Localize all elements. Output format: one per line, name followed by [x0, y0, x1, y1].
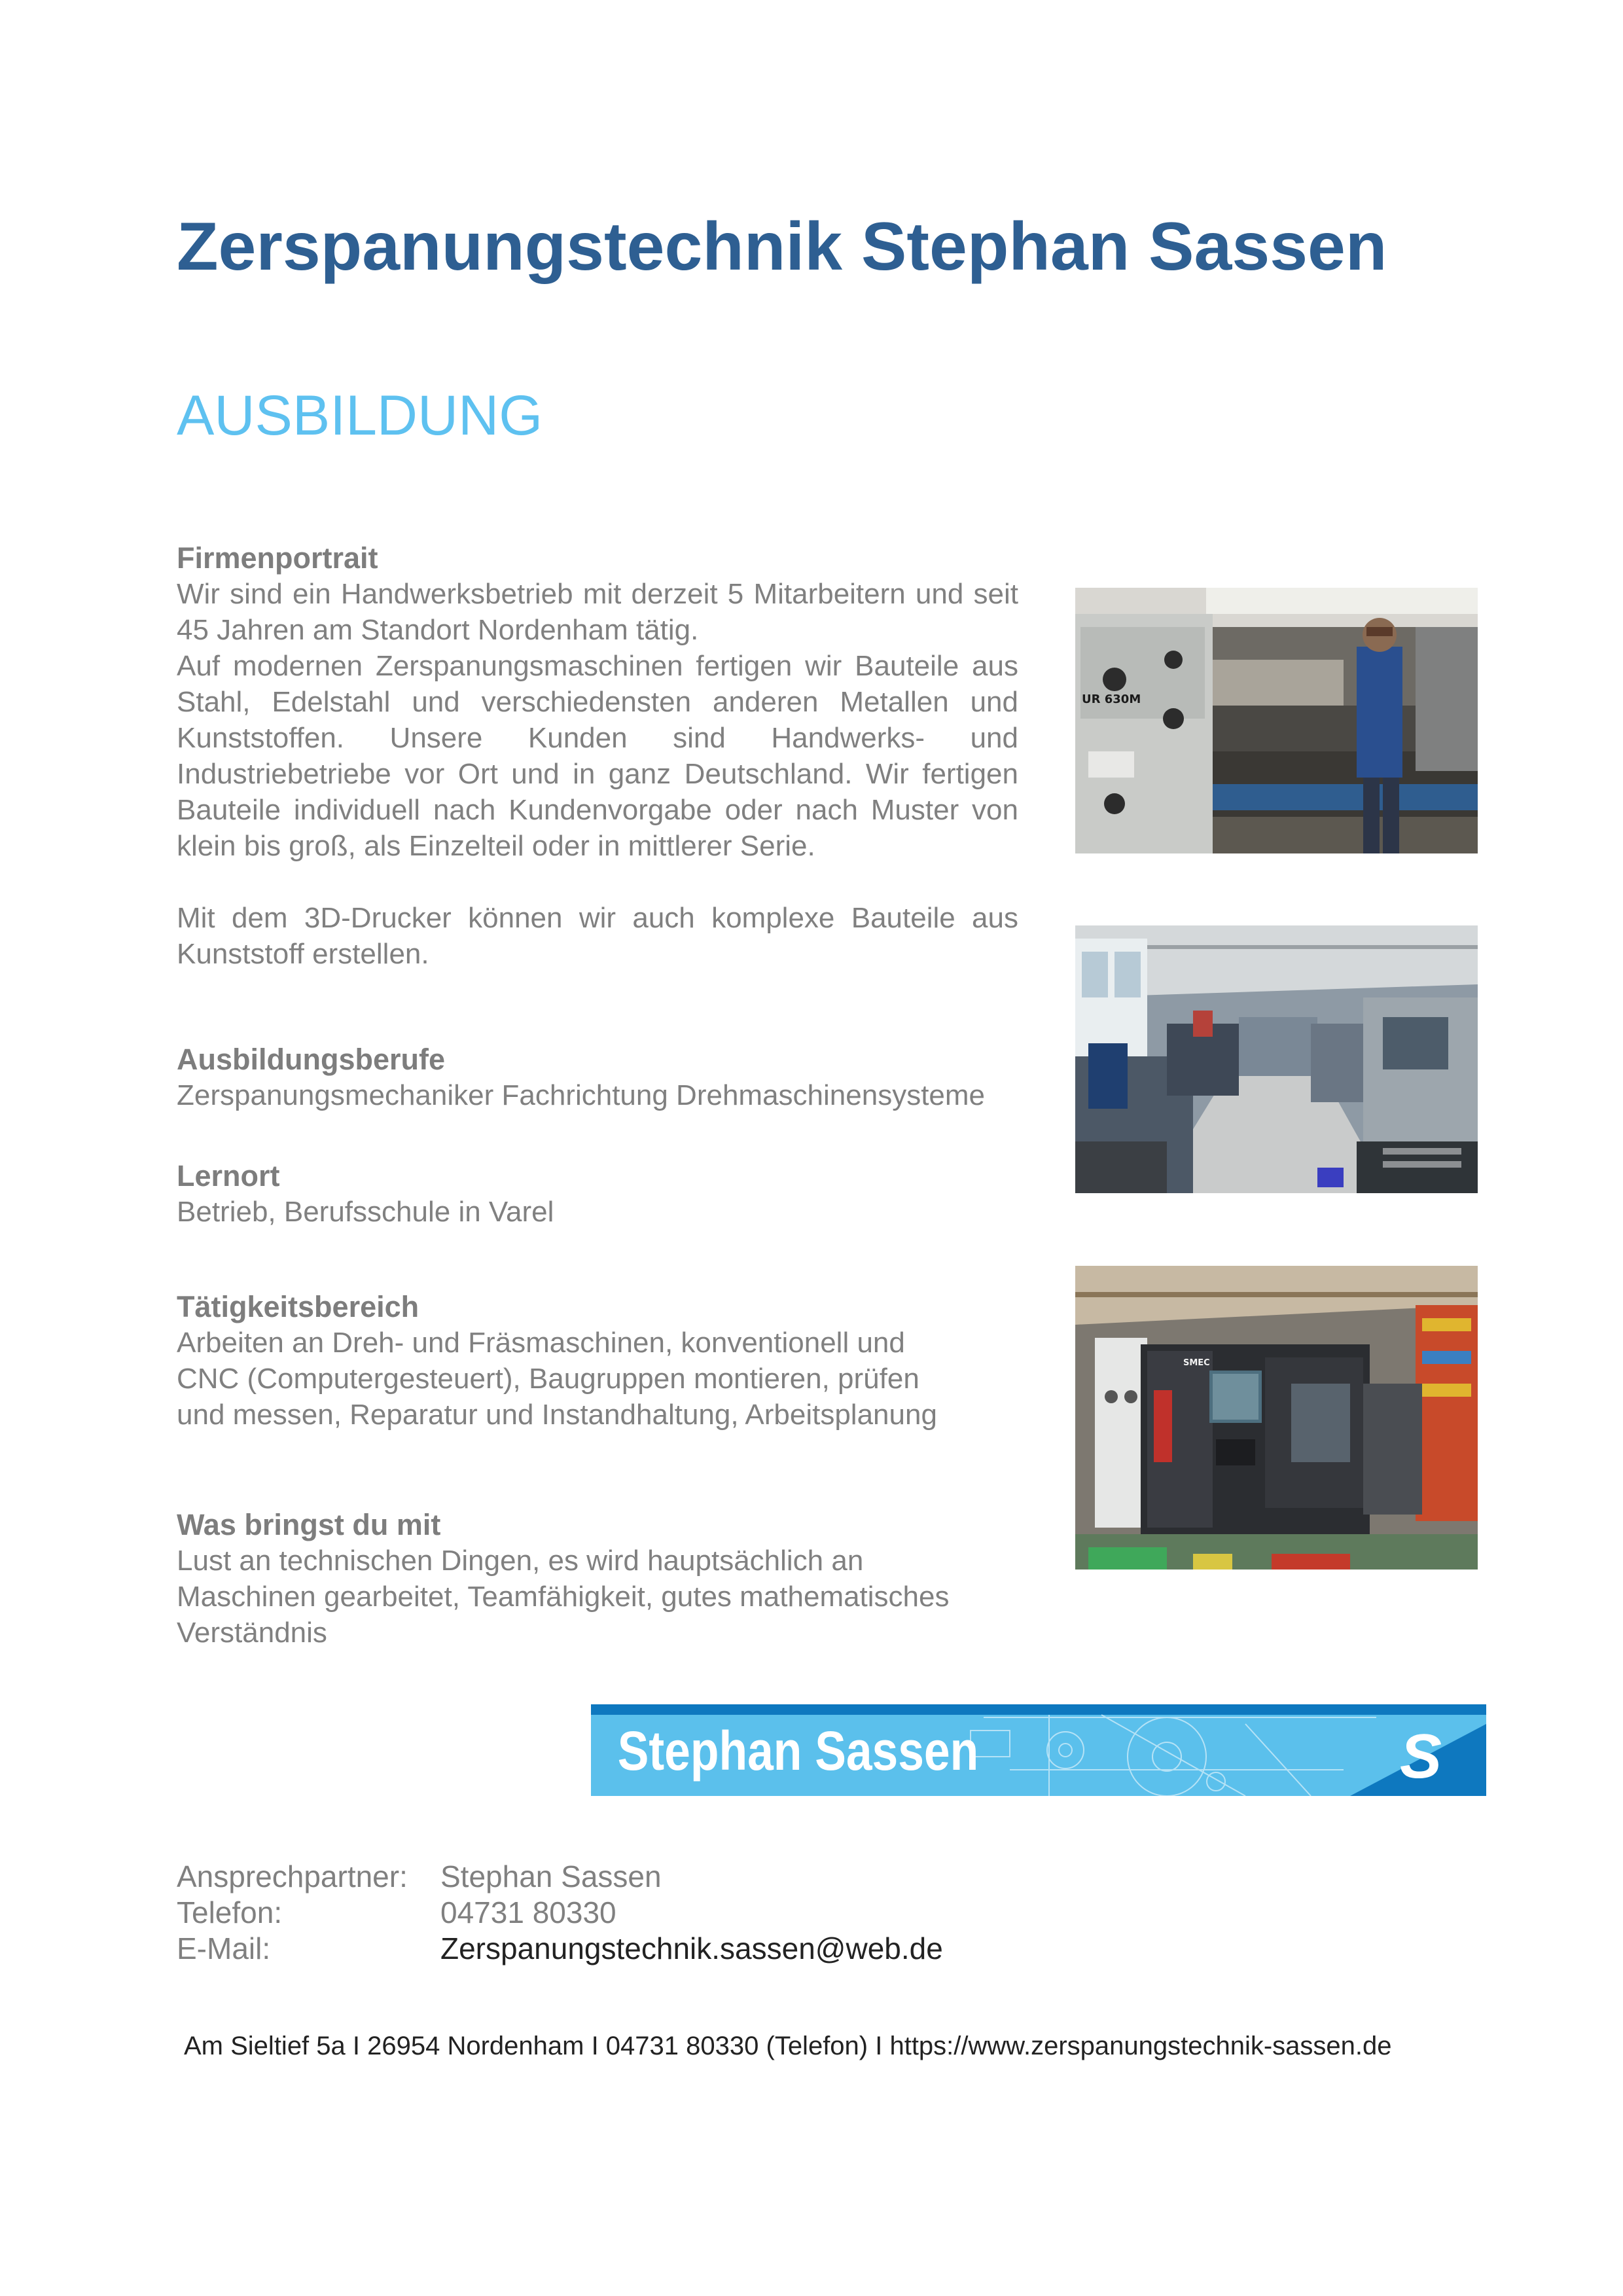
- contact-person-value: Stephan Sassen: [440, 1859, 662, 1893]
- logo-banner-image: [591, 1704, 1486, 1796]
- cnc-brand-label: SMEC: [1183, 1358, 1210, 1368]
- ausbildungsberufe-section: [177, 1042, 1027, 1113]
- photo-lathe-operator: [1075, 588, 1478, 853]
- lernort-text: Betrieb, Berufsschule in Varel: [177, 1196, 554, 1228]
- contact-person-label: Ansprechpartner:: [177, 1859, 408, 1893]
- section-heading-ausbildung: AUSBILDUNG: [177, 384, 543, 447]
- photo-workshop-hall-image: [1075, 925, 1478, 1193]
- mitbringen-line: Maschinen gearbeitet, Teamfähigkeit, gutes mathematisches: [177, 1581, 950, 1613]
- firmenportrait-title: Firmenportrait: [177, 541, 378, 575]
- mitbringen-section: [177, 1507, 1027, 1651]
- firmenportrait-paragraph-2: Auf modernen Zerspanungsmaschinen fertigen wir Bauteile aus Stahl, Edelstahl und verschiedensten anderen Metallen und Kunststoffen. Unsere Kunden sind Handwerks- und Industriebetriebe vor Ort und in ganz Deutschland. Wir fertigen Bauteile individuell nach Kundenvorgabe oder nach Muster von klein bis groß, als Einzelteil oder in mittlerer Serie.: [177, 650, 1018, 862]
- taetigkeitsbereich-title: Tätigkeitsbereich: [177, 1290, 419, 1323]
- contact-phone-value[interactable]: 04731 80330: [440, 1895, 616, 1929]
- mitbringen-line: Verständnis: [177, 1617, 327, 1649]
- lernort-title: Lernort: [177, 1159, 280, 1193]
- taetigkeitsbereich-section: [177, 1289, 1027, 1433]
- photo-cnc-machine-image: [1075, 1266, 1478, 1570]
- company-title: Zerspanungstechnik Stephan Sassen: [177, 209, 1387, 285]
- lernort-section: [177, 1158, 1027, 1230]
- taetigkeitsbereich-line: und messen, Reparatur und Instandhaltung, Arbeitsplanung: [177, 1399, 937, 1431]
- photo-lathe-operator-image: [1075, 588, 1478, 853]
- contact-email-label: E-Mail:: [177, 1931, 271, 1965]
- taetigkeitsbereich-line: Arbeiten an Dreh- und Fräsmaschinen, konventionell und: [177, 1327, 905, 1359]
- taetigkeitsbereich-line: CNC (Computergesteuert), Baugruppen montieren, prüfen: [177, 1363, 919, 1395]
- banner-name: Stephan Sassen: [617, 1719, 979, 1782]
- firmenportrait-paragraph-3: Mit dem 3D-Drucker können wir auch komplexe Bauteile aus Kunststoff erstellen.: [177, 902, 1018, 970]
- ausbildungsberufe-title: Ausbildungsberufe: [177, 1043, 446, 1076]
- mitbringen-line: Lust an technischen Dingen, es wird hauptsächlich an: [177, 1545, 864, 1577]
- banner-s-logo: S: [1400, 1721, 1442, 1791]
- contact-email-link[interactable]: Zerspanungstechnik.sassen@web.de: [440, 1931, 943, 1965]
- firmenportrait-paragraph-1: Wir sind ein Handwerksbetrieb mit derzeit 5 Mitarbeitern und seit 45 Jahren am Standort Nordenham tätig.: [177, 578, 1018, 646]
- photo-workshop-hall: [1075, 925, 1478, 1193]
- company-logo-banner: [591, 1704, 1486, 1796]
- footer-address-line: Am Sieltief 5a I 26954 Nordenham I 04731 80330 (Telefon) I https://www.zerspanungstechnik-sassen.de: [184, 2032, 1392, 2060]
- firmenportrait-section: [177, 541, 1018, 972]
- mitbringen-title: Was bringst du mit: [177, 1508, 441, 1541]
- photo-cnc-machine: [1075, 1266, 1478, 1570]
- contact-phone-label: Telefon:: [177, 1895, 283, 1929]
- lathe-plate-label: UR 630M: [1082, 692, 1141, 706]
- ausbildungsberufe-text: Zerspanungsmechaniker Fachrichtung Drehmaschinensysteme: [177, 1079, 986, 1111]
